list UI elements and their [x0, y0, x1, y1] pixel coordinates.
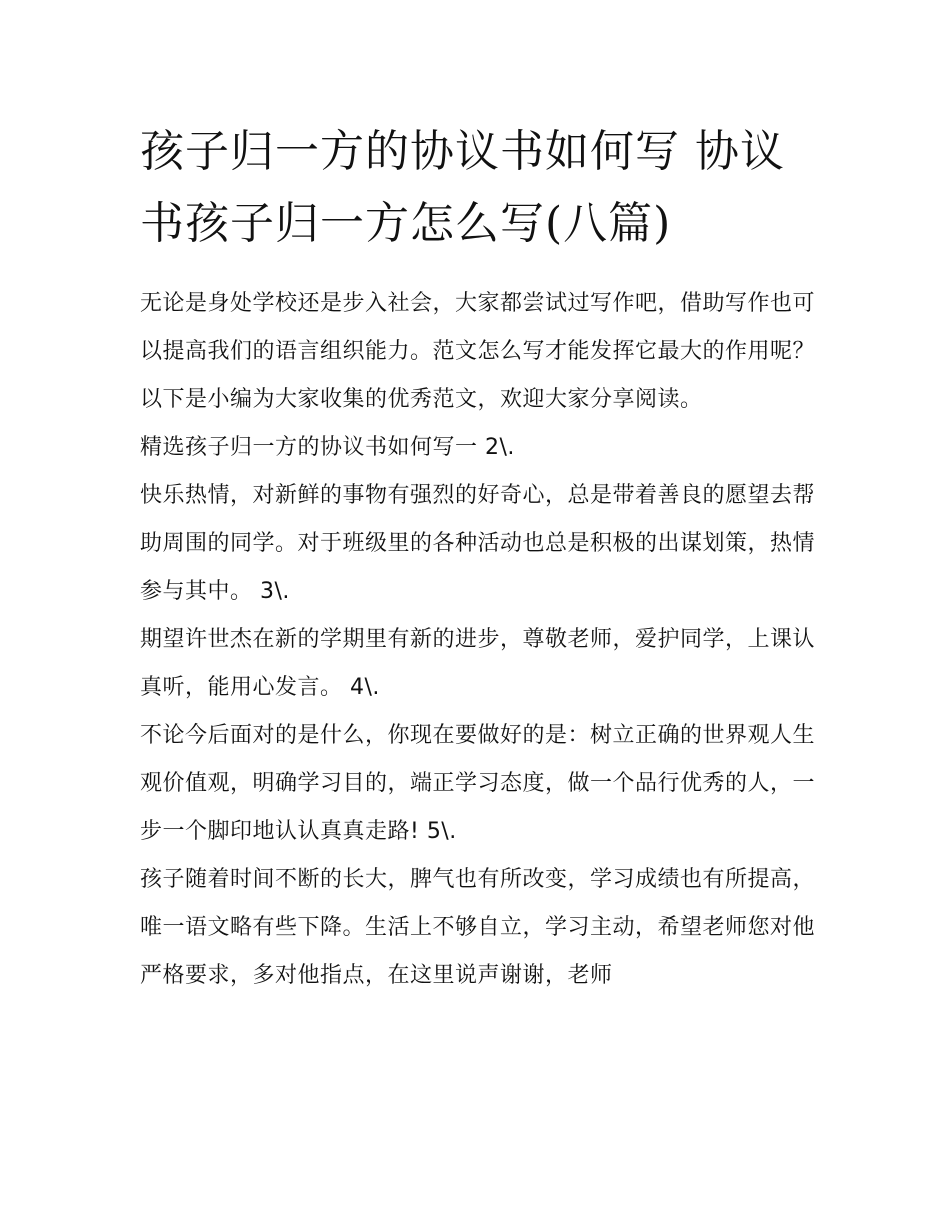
- paragraph-item-3: 期望许世杰在新的学期里有新的进步，尊敬老师，爱护同学，上课认真听，能用心发言。 4\.: [140, 627, 816, 700]
- paragraph-section-heading: 精选孩子归一方的协议书如何写一 2\.: [140, 435, 515, 460]
- paragraph-item-2: 快乐热情，对新鲜的事物有强烈的好奇心，总是带着善良的愿望去帮助周围的同学。对于班级里的各种活动也总是积极的出谋划策，热情参与其中。 3\.: [140, 483, 816, 604]
- document-body: [140, 280, 815, 1000]
- paragraph-intro: 无论是身处学校还是步入社会，大家都尝试过写作吧，借助写作也可以提高我们的语言组织能力。范文怎么写才能发挥它最大的作用呢？以下是小编为大家收集的优秀范文，欢迎大家分享阅读。: [140, 291, 816, 412]
- paragraph-item-4: 不论今后面对的是什么，你现在要做好的是：树立正确的世界观人生观价值观，明确学习目的，端正学习态度，做一个品行优秀的人，一步一个脚印地认认真真走路! 5\.: [140, 723, 816, 844]
- paragraph-item-5: 孩子随着时间不断的长大，脾气也有所改变，学习成绩也有所提高，唯一语文略有些下降。生活上不够自立，学习主动，希望老师您对他严格要求，多对他指点，在这里说声谢谢，老师: [140, 867, 816, 988]
- document-title: 孩子归一方的协议书如何写 协议书孩子归一方怎么写(八篇): [140, 126, 785, 249]
